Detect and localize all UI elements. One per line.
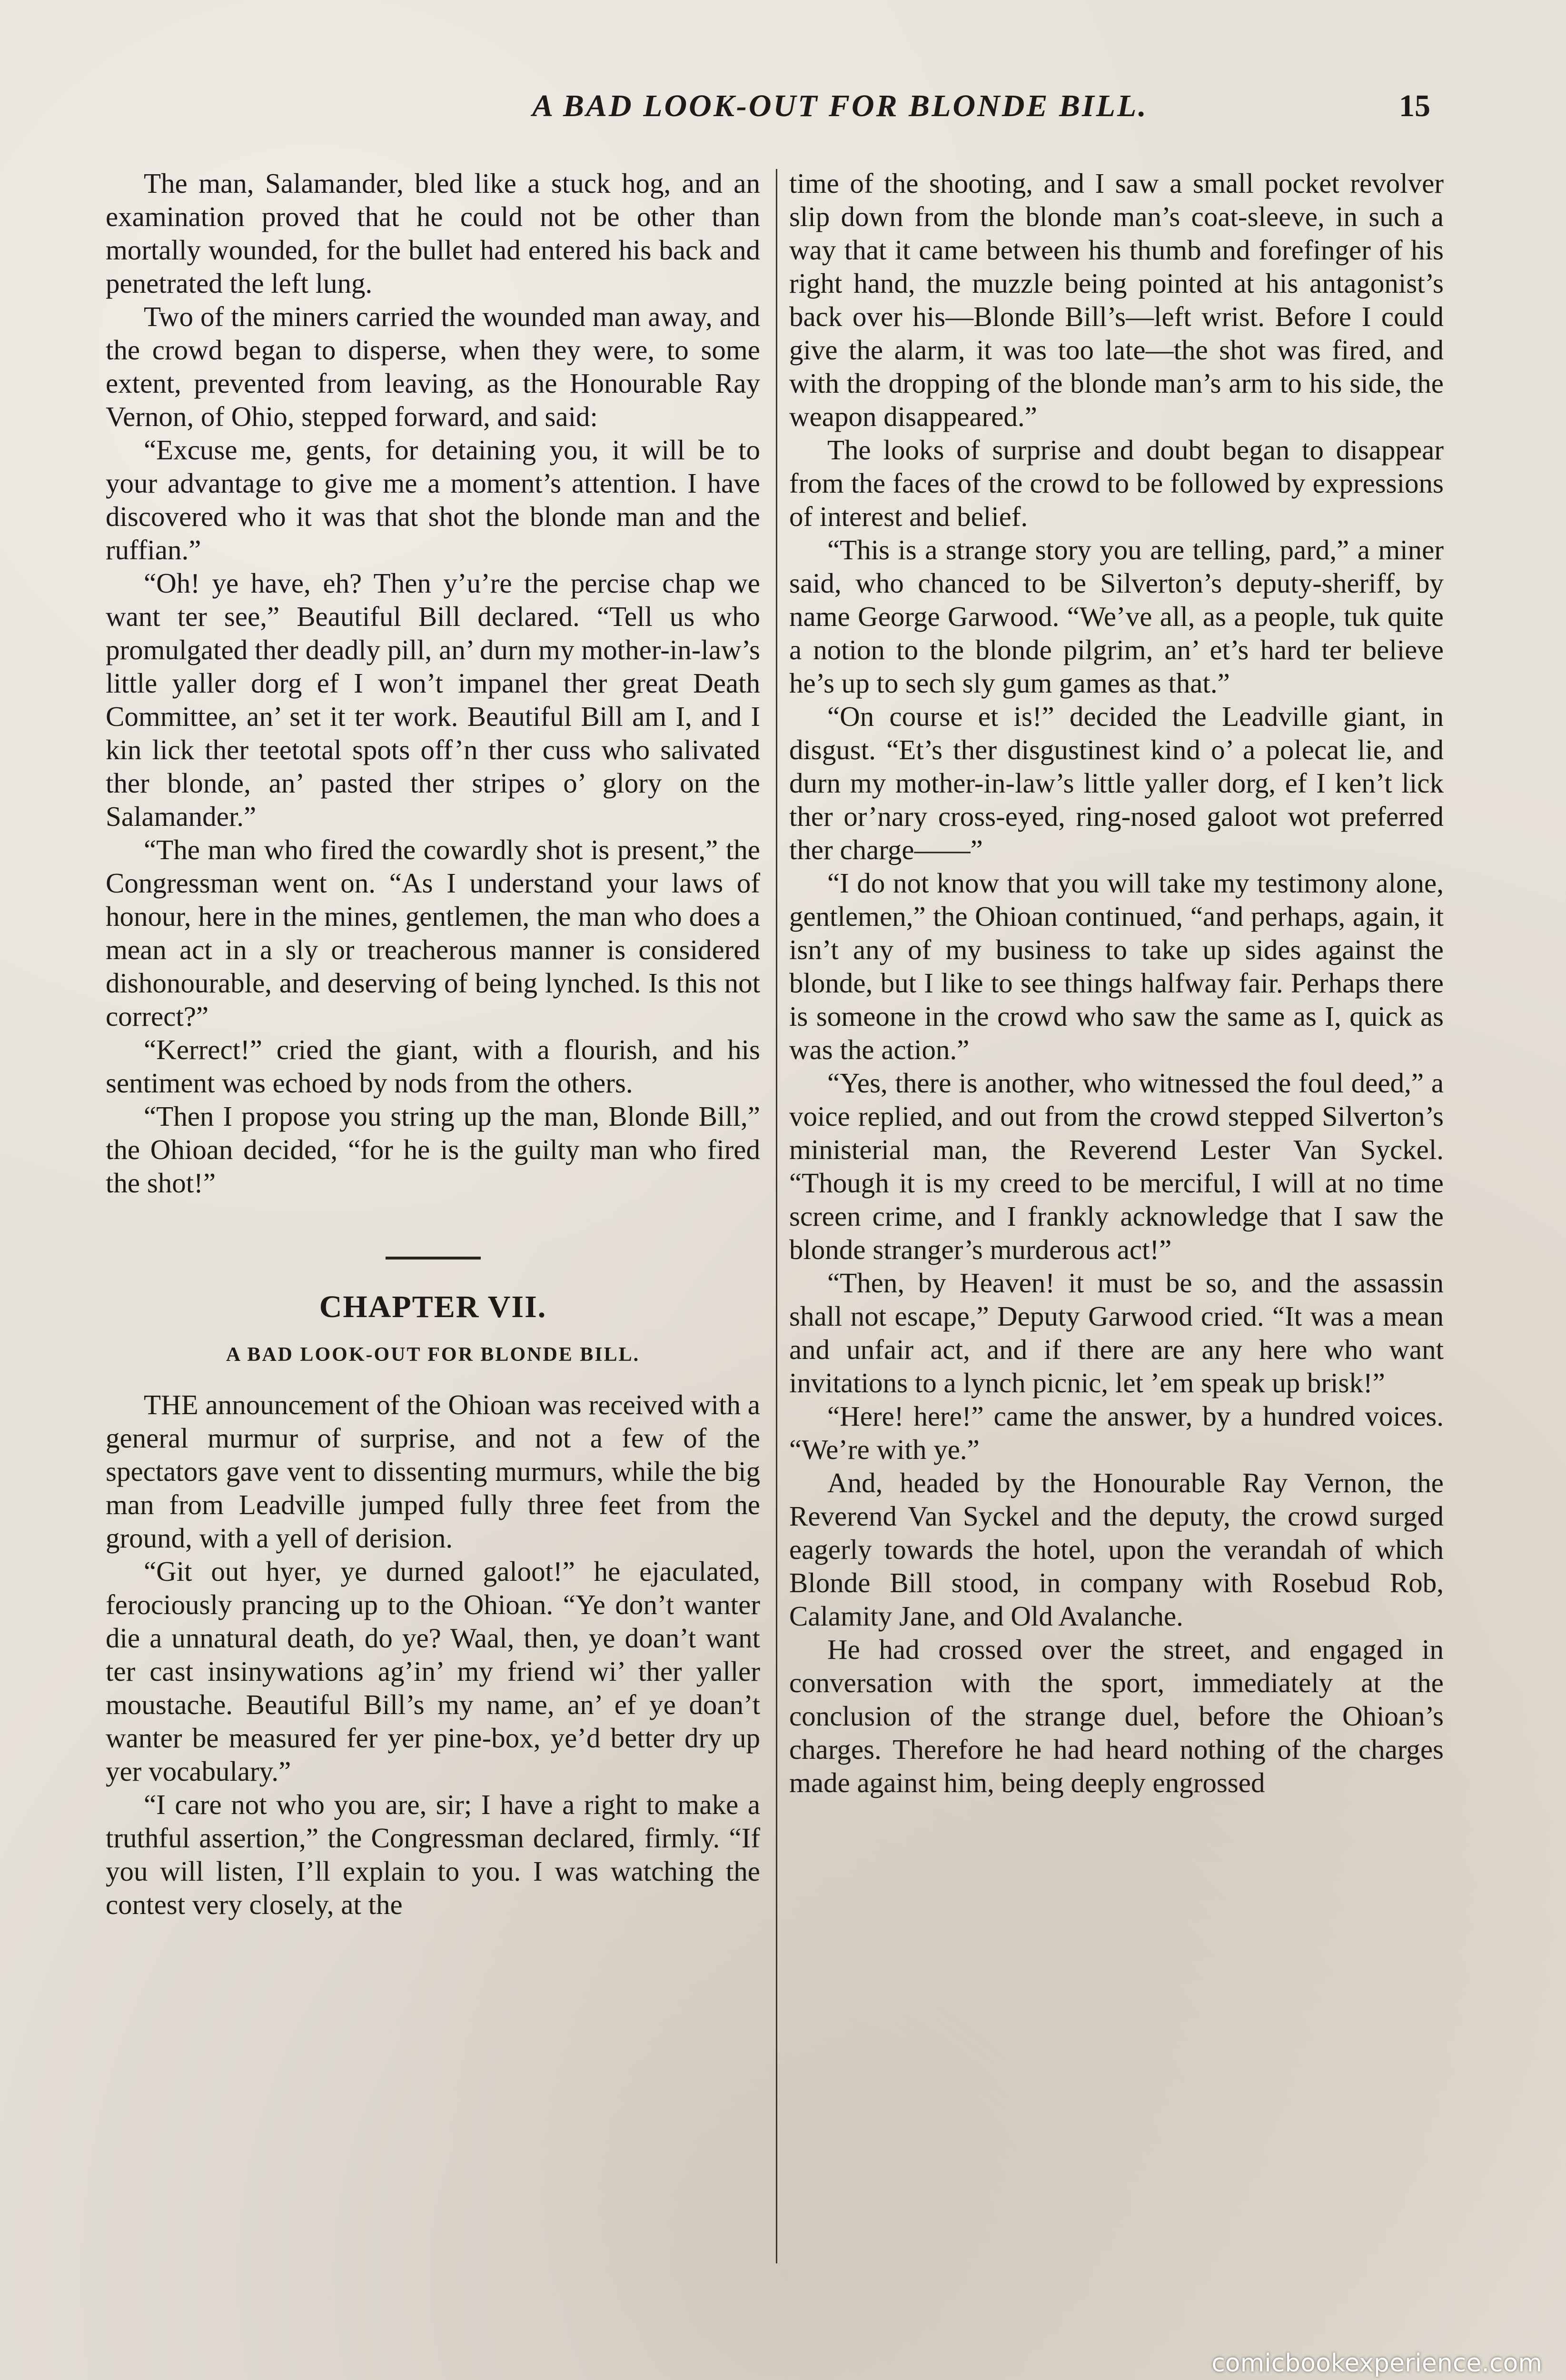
section-divider: [386, 1257, 481, 1259]
paragraph-continuation: time of the shooting, and I saw a small pocket revolver slip down from the blonde man’s coat-sleeve, in such a way that it came between his thumb and forefinger of his right hand, the muzzle being pointed at his antagonist’s back over his—Blonde Bill’s—left wrist. Before I could give the alarm, it was too late—the shot was fired, and with the dropping of the blonde man’s arm to his side, the weapon disappeared.”: [789, 168, 1444, 432]
paragraph: “Excuse me, gents, for detaining you, it will be to your advantage to give me a moment’s attention. I have discovered who it was that shot the blonde man and the ruffian.”: [106, 434, 760, 565]
paragraph: “This is a strange story you are telling, pard,” a miner said, who chanced to be Silverton’s deputy-sheriff, by name George Garwood. “We’ve all, as a people, tuk quite a notion to the blonde pilgrim, an’ et’s hard ter believe he’s up to sech sly gum games as that.”: [789, 534, 1444, 699]
paragraph: The looks of surprise and doubt began to disappear from the faces of the crowd to be followed by expressions of interest and belief.: [789, 434, 1444, 532]
paragraph: “Then I propose you string up the man, Blonde Bill,” the Ohioan decided, “for he is the guilty man who fired the shot!”: [106, 1101, 760, 1199]
paragraph: He had crossed over the street, and engaged in conversation with the sport, immediately at the conclusion of the strange duel, before the Ohioan’s charges. Therefore he had heard nothing of the charges made against him, being deeply engrossed: [789, 1634, 1444, 1798]
paragraph: “I care not who you are, sir; I have a right to make a truthful assertion,” the Congressman declared, firmly. “If you will listen, I’ll explain to you. I was watching the contest very closely, at the: [106, 1789, 760, 1920]
paragraph: And, headed by the Honourable Ray Vernon, the Reverend Van Syckel and the deputy, the crowd surged eagerly towards the hotel, upon the verandah of which Blonde Bill stood, in company with Rosebud Rob, Calamity Jane, and Old Avalanche.: [789, 1467, 1444, 1632]
column-rule: [776, 169, 777, 2263]
chapter-title: CHAPTER VII.: [319, 1289, 547, 1324]
left-column: [106, 167, 760, 2275]
paragraph: THE announcement of the Ohioan was received with a general murmur of surprise, and not a few of the spectators gave vent to dissenting murmurs, while the big man from Leadville jumped fully three feet from the ground, with a yell of derision.: [106, 1389, 760, 1554]
paragraph: The man, Salamander, bled like a stuck hog, and an examination proved that he could not be other than mortally wounded, for the bullet had entered his back and penetrated the left lung.: [106, 168, 760, 299]
chapter-subtitle: A BAD LOOK-OUT FOR BLONDE BILL.: [226, 1344, 640, 1366]
page-number: 15: [1399, 89, 1430, 123]
paragraph: “I do not know that you will take my testimony alone, gentlemen,” the Ohioan continued, “and perhaps, again, it isn’t any of my business to take up sides against the blonde, but I like to see things halfway fair. Perhaps there is someone in the crowd who saw the same as I, quick as was the action.”: [789, 867, 1444, 1065]
running-title: A BAD LOOK-OUT FOR BLONDE BILL.: [532, 89, 1148, 123]
right-column: [789, 167, 1444, 2275]
watermark: comicbookexperience.com: [1211, 2349, 1542, 2378]
paragraph: “Here! here!” came the answer, by a hundred voices. “We’re with ye.”: [789, 1400, 1444, 1465]
paragraph: “Then, by Heaven! it must be so, and the assassin shall not escape,” Deputy Garwood cried. “It was a mean and unfair act, and if there are any here who want invitations to a lynch picnic, let ’em speak up brisk!”: [789, 1267, 1444, 1398]
page-header: [102, 88, 1430, 140]
paragraph: Two of the miners carried the wounded man away, and the crowd began to disperse, when they were, to some extent, prevented from leaving, as the Honourable Ray Vernon, of Ohio, stepped forward, and said:: [106, 301, 760, 432]
paragraph: “The man who fired the cowardly shot is present,” the Congressman went on. “As I understand your laws of honour, here in the mines, gentlemen, the man who does a mean act in a sly or treacherous manner is considered dishonourable, and deserving of being lynched. Is this not correct?”: [106, 834, 760, 1032]
paragraph: “Yes, there is another, who witnessed the foul deed,” a voice replied, and out from the crowd stepped Silverton’s ministerial man, the Reverend Lester Van Syckel. “Though it is my creed to be merciful, I will at no time screen crime, and I frankly acknowledge that I saw the blonde stranger’s murderous act!”: [789, 1067, 1444, 1265]
paragraph: “On course et is!” decided the Leadville giant, in disgust. “Et’s ther disgustinest kind o’ a polecat lie, and durn my mother-in-law’s little yaller dorg, ef I ken’t lick ther or’nary cross-eyed, ring-nosed galoot wot preferred ther charge——”: [789, 701, 1444, 865]
paragraph: “Kerrect!” cried the giant, with a flourish, and his sentiment was echoed by nods from the others.: [106, 1034, 760, 1099]
paragraph: “Oh! ye have, eh? Then y’u’re the percise chap we want ter see,” Beautiful Bill declared. “Tell us who promulgated ther deadly pill, an’ durn my mother-in-law’s little yaller dorg ef I won’t impanel ther great Death Committee, an’ set it ter work. Beautiful Bill am I, and I kin lick ther teetotal spots off’n ther cuss who salivated ther blonde, an’ pasted ther stripes o’ glory on the Salamander.”: [106, 567, 760, 832]
paragraph: “Git out hyer, ye durned galoot!” he ejaculated, ferociously prancing up to the Ohioan. “Ye don’t wanter die a unnatural death, do ye? Waal, then, ye doan’t want ter cast insinywations ag’in’ my friend wi’ ther yaller moustache. Beautiful Bill’s my name, an’ ef ye doan’t wanter be measured fer yer pine-box, ye’d better dry up yer vocabulary.”: [106, 1556, 760, 1787]
